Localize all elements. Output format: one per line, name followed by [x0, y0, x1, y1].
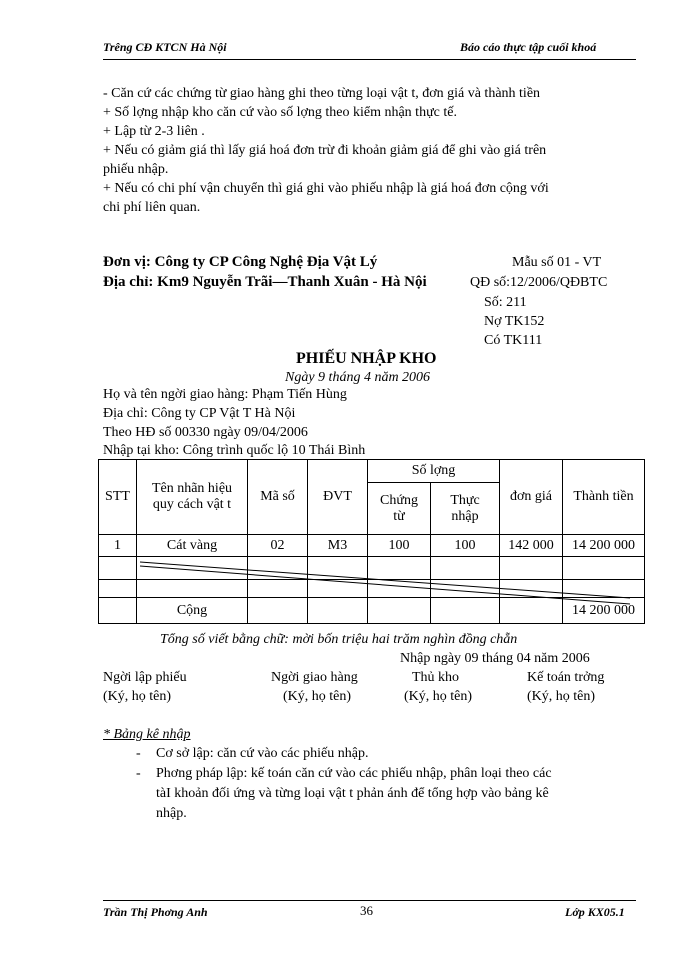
col-header-qty: Số lợng [368, 460, 500, 483]
listing-item-2-cont: tàI khoản đối ứng và từng loại vật t phản ánh để tổng hợp vào bảng kê [156, 786, 549, 801]
col-header-qty-doc-line2: từ [393, 508, 405, 524]
receipt-date: Ngày 9 tháng 4 năm 2006 [285, 370, 431, 385]
col-header-qty-doc-line1: Chứng [380, 492, 418, 508]
strike-line [140, 562, 630, 598]
receipt-title: PHIẾU NHẬP KHO [296, 350, 437, 367]
listing-bullet-1: - [136, 746, 141, 761]
signature-note-preparer: (Ký, họ tên) [103, 689, 172, 704]
col-header-unit: ĐVT [308, 460, 368, 535]
intro-line-1: - Căn cứ các chứng từ giao hàng ghi theo từng loại vật t, đơn giá và thành tiền [103, 86, 541, 101]
company-unit: Đơn vị: Công ty CP Công Nghệ Địa Vật Lý [103, 254, 378, 270]
listing-item-2-end: nhập. [156, 806, 187, 821]
col-header-amount: Thành tiền [563, 460, 645, 535]
header-left: Trêng CĐ KTCN Hà Nội [103, 40, 227, 54]
col-header-name-line1: Tên nhãn hiệu [151, 481, 233, 496]
strike-line [140, 566, 630, 604]
signature-role-deliverer: Ngời giao hàng [271, 670, 358, 685]
listing-item-2: Phơng pháp lập: kế toán căn cứ vào các phiếu nhập, phân loại theo các [156, 766, 552, 781]
deliverer-address: Địa chỉ: Công ty CP Vật T Hà Nội [103, 406, 296, 421]
intro-line-6: + Nếu có chi phí vận chuyển thì giá ghi vào phiếu nhập là giá hoá đơn cộng với [103, 181, 549, 196]
form-number: Mẫu số 01 - VT [512, 255, 602, 270]
total-label: Cộng [137, 598, 248, 624]
total-amount: 14 200 000 [563, 598, 645, 624]
signature-role-storekeeper: Thủ kho [412, 670, 460, 685]
col-header-qty-real-line2: nhập [451, 508, 479, 524]
col-header-price: đơn giá [500, 460, 563, 535]
signature-note-chief-accountant: (Ký, họ tên) [527, 689, 596, 704]
cell-qty-real: 100 [431, 535, 500, 557]
intro-line-5: phiếu nhập. [103, 162, 169, 177]
signature-date: Nhập ngày 09 tháng 04 năm 2006 [400, 651, 590, 666]
footer-class: Lớp KX05.1 [565, 905, 625, 919]
cell-unit: M3 [308, 535, 368, 557]
credit-account: Có TK111 [484, 333, 543, 348]
signature-role-preparer: Ngời lập phiếu [103, 670, 187, 685]
intro-line-4: + Nếu có giảm giá thì lấy giá hoá đơn trừ đi khoản giảm giá để ghi vào giá trên [103, 143, 547, 158]
amount-in-words: Tổng số viết bằng chữ: mời bốn triệu hai trăm nghìn đồng chẵn [160, 632, 518, 647]
company-address: Địa chỉ: Km9 Nguyễn Trãi—Thanh Xuân - Hà Nội [103, 274, 427, 290]
page-number: 36 [360, 903, 373, 918]
signature-role-chief-accountant: Kế toán trởng [527, 670, 605, 685]
signature-note-storekeeper: (Ký, họ tên) [404, 689, 473, 704]
listing-item-1: Cơ sở lập: căn cứ vào các phiếu nhập. [156, 746, 369, 761]
cell-code: 02 [248, 535, 308, 557]
decision-number: QĐ số:12/2006/QĐBTC [470, 275, 608, 290]
footer-rule [103, 900, 636, 901]
intro-line-3: + Lập từ 2-3 liên . [103, 124, 205, 139]
cell-stt: 1 [99, 535, 137, 557]
col-header-name-line2: quy cách vật t [152, 497, 232, 512]
col-header-stt: STT [99, 460, 137, 535]
warehouse: Nhập tại kho: Công trình quốc lộ 10 Thái Bình [103, 443, 366, 458]
intro-line-2: + Số lợng nhập kho căn cứ vào số lợng theo kiểm nhận thực tế. [103, 105, 457, 120]
listing-heading: * Bảng kê nhập [103, 727, 191, 742]
debit-account: Nợ TK152 [484, 314, 545, 329]
receipt-number: Số: 211 [484, 295, 527, 310]
signature-note-deliverer: (Ký, họ tên) [283, 689, 352, 704]
header-right: Báo cáo thực tập cuối khoá [460, 40, 597, 54]
intro-line-7: chi phí liên quan. [103, 200, 201, 215]
contract-ref: Theo HĐ số 00330 ngày 09/04/2006 [103, 425, 308, 440]
deliverer-name: Họ và tên ngời giao hàng: Phạm Tiến Hùng [103, 387, 347, 402]
footer-author: Trần Thị Phơng Anh [103, 905, 208, 919]
cell-qty-doc: 100 [368, 535, 431, 557]
col-header-qty-real-line1: Thực [450, 492, 480, 508]
cell-amount: 14 200 000 [563, 535, 645, 557]
cell-price: 142 000 [500, 535, 563, 557]
cell-name: Cát vàng [137, 535, 248, 557]
col-header-code: Mã số [248, 460, 308, 535]
listing-bullet-2: - [136, 766, 141, 781]
